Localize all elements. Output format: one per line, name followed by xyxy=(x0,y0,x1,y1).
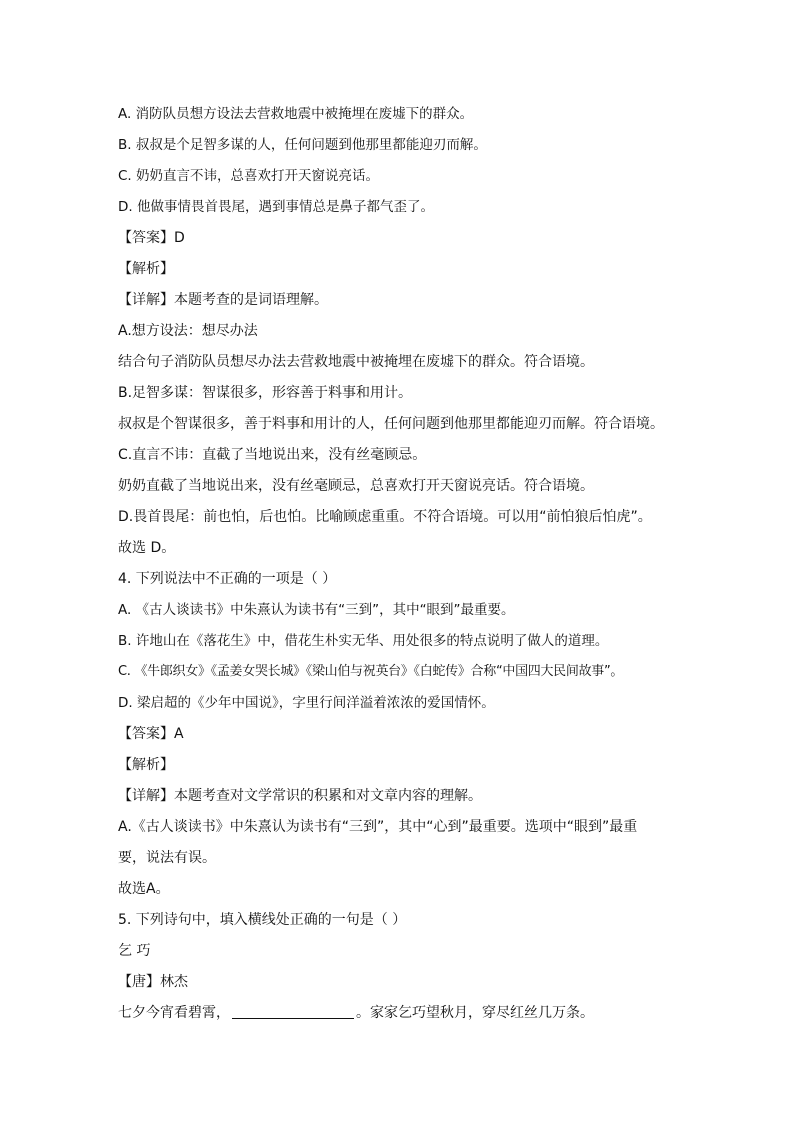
q3-explanation-line: D.畏首畏尾：前也怕，后也怕。比喻顾虑重重。不符合语境。可以用“前怕狼后怕虎”。 xyxy=(118,509,652,525)
q3-explanation-line: C.直言不讳：直截了当地说出来，没有丝毫顾忌。 xyxy=(118,447,427,463)
q3-explanation-line: B.足智多谋：智谋很多，形容善于料事和用计。 xyxy=(118,385,413,401)
poem-line-before-blank: 七夕今宵看碧霄， xyxy=(118,1005,230,1021)
q3-analysis-heading: 【解析】 xyxy=(118,261,174,277)
q4-explanation-line: 要，说法有误。 xyxy=(118,850,216,866)
q4-analysis-heading: 【解析】 xyxy=(118,757,174,773)
fill-in-blank xyxy=(232,1006,354,1019)
q3-conclusion: 故选 D。 xyxy=(118,540,176,556)
q4-answer: 【答案】A xyxy=(118,726,184,742)
q3-detail: 【详解】本题考查的是词语理解。 xyxy=(118,292,328,308)
q3-explanation-line: 叔叔是个智谋很多，善于料事和用计的人，任何问题到他那里都能迎刃而解。符合语境。 xyxy=(118,416,664,432)
q4-explanation-line: A.《古人谈读书》中朱熹认为读书有“三到”，其中“心到”最重要。选项中“眼到”最重 xyxy=(118,819,638,835)
q5-stem: 5. 下列诗句中，填入横线处正确的一句是（ ） xyxy=(118,912,407,928)
q3-option-b: B. 叔叔是个足智多谋的人，任何问题到他那里都能迎刃而解。 xyxy=(118,137,487,153)
q4-option-c: C. 《牛郎织女》《孟姜女哭长城》《梁山伯与祝英台》《白蛇传》合称“中国四大民间故事”。 xyxy=(118,664,624,679)
poem-line-after-blank: 。家家乞巧望秋月，穿尽红丝几万条。 xyxy=(356,1005,594,1021)
q4-conclusion: 故选A。 xyxy=(118,881,170,897)
q4-option-d: D. 梁启超的《少年中国说》，字里行间洋溢着浓浓的爱国情怀。 xyxy=(118,695,495,711)
q3-option-c: C. 奶奶直言不讳，总喜欢打开天窗说亮话。 xyxy=(118,168,380,184)
poem-line xyxy=(118,1003,594,1023)
q3-explanation-line: 奶奶直截了当地说出来，没有丝毫顾忌，总喜欢打开天窗说亮话。符合语境。 xyxy=(118,478,594,494)
poem-title: 乞 巧 xyxy=(118,943,151,959)
poem-author: 【唐】林杰 xyxy=(118,974,188,990)
q3-explanation-line: 结合句子消防队员想尽办法去营救地震中被掩埋在废墟下的群众。符合语境。 xyxy=(118,354,594,370)
q3-option-a: A. 消防队员想方设法去营救地震中被掩埋在废墟下的群众。 xyxy=(118,106,474,122)
q3-option-d: D. 他做事情畏首畏尾，遇到事情总是鼻子都气歪了。 xyxy=(118,199,434,215)
q4-option-a: A. 《古人谈读书》中朱熹认为读书有“三到”，其中“眼到”最重要。 xyxy=(118,602,515,618)
q3-explanation-line: A.想方设法：想尽办法 xyxy=(118,323,258,339)
q4-stem: 4. 下列说法中不正确的一项是（ ） xyxy=(118,571,337,587)
q4-detail: 【详解】本题考查对文学常识的积累和对文章内容的理解。 xyxy=(118,788,482,804)
q3-answer: 【答案】D xyxy=(118,230,185,246)
q4-option-b: B. 许地山在《落花生》中，借花生朴实无华、用处很多的特点说明了做人的道理。 xyxy=(118,633,609,649)
